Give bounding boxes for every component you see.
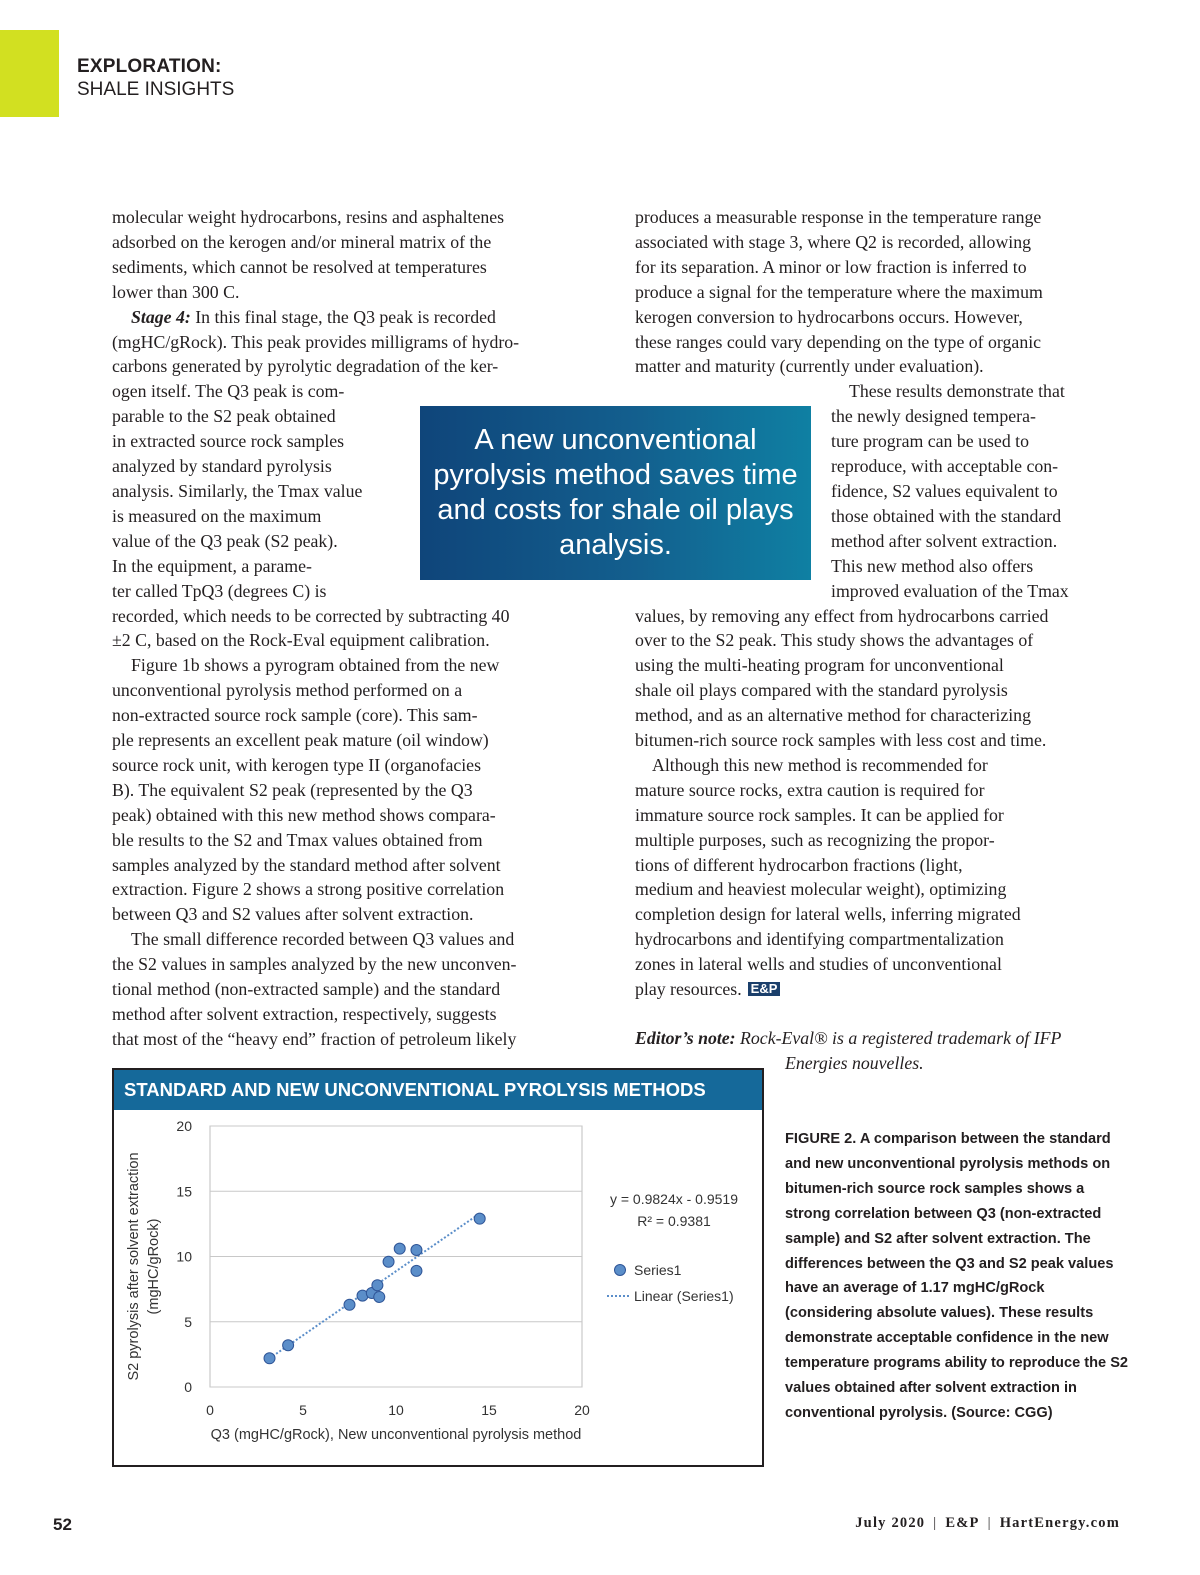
- trendline-equation: y = 0.9824x - 0.9519: [609, 1191, 739, 1207]
- x-tick-label: 10: [388, 1402, 404, 1418]
- footer-credits: July 2020 | E&P | HartEnergy.com: [855, 1515, 1120, 1531]
- text-line: carbons generated by pyrolytic degradation of the ker-: [112, 356, 499, 377]
- legend-series-marker: [615, 1265, 626, 1276]
- text-line: produce a signal for the temperature where the maximum: [635, 281, 1043, 302]
- text-line: matter and maturity (currently under evaluation).: [635, 356, 984, 377]
- x-tick-label: 20: [574, 1402, 590, 1418]
- text-line: immature source rock samples. It can be applied for: [635, 804, 1004, 825]
- text-line: ble results to the S2 and Tmax values obtained from: [112, 829, 483, 850]
- pull-quote-text: A new unconventional pyrolysis method saves time and costs for shale oil plays analysis.: [433, 424, 798, 561]
- paragraph: [635, 753, 1125, 1002]
- editor-note-line: Editor’s note: Rock-Eval® is a registered trademark of IFP: [635, 1028, 1062, 1048]
- text-line: This new method also offers: [831, 555, 1034, 576]
- text-line: B). The equivalent S2 peak (represented by the Q3: [112, 779, 473, 800]
- footer-magazine: E&P: [945, 1515, 980, 1531]
- text-line: those obtained with the standard: [831, 505, 1062, 526]
- x-tick-label: 0: [206, 1402, 214, 1418]
- text-line: kerogen conversion to hydrocarbons occurs. However,: [635, 306, 1023, 327]
- text-line: method, and as an alternative method for characterizing: [635, 705, 1031, 726]
- text-line: produces a measurable response in the temperature range: [635, 207, 1042, 227]
- pull-quote: [420, 406, 811, 580]
- r-squared-label: R² = 0.9381: [637, 1213, 711, 1229]
- y-tick-label: 0: [184, 1379, 192, 1395]
- text-line: unconventional pyrolysis method performed on a: [112, 680, 463, 701]
- text-line: extraction. Figure 2 shows a strong positive correlation: [112, 879, 505, 900]
- legend-trendline-label: Linear (Series1): [634, 1288, 734, 1304]
- text-line: In the equipment, a parame-: [112, 555, 312, 576]
- text-line: bitumen-rich source rock samples with less cost and time.: [635, 730, 1047, 751]
- footer-site: HartEnergy.com: [999, 1515, 1120, 1531]
- stage-label: Stage 4:: [131, 306, 191, 327]
- left-column: [112, 205, 592, 1052]
- text-line: these ranges could vary depending on the type of organic: [635, 331, 1042, 352]
- section-color-tab: [0, 30, 59, 117]
- text-line: between Q3 and S2 values after solvent extraction.: [112, 904, 474, 925]
- editor-note-line: Energies nouvelles.: [785, 1053, 924, 1073]
- text-line: reproduce, with acceptable con-: [831, 456, 1059, 477]
- text-line: molecular weight hydrocarbons, resins and asphaltenes: [112, 207, 505, 227]
- section-subtitle: SHALE INSIGHTS: [77, 79, 235, 100]
- data-point: [474, 1213, 485, 1224]
- data-point: [374, 1291, 385, 1302]
- text-line: non-extracted source rock sample (core). This sam-: [112, 705, 478, 726]
- text-line: peak) obtained with this new method shows compara-: [112, 804, 496, 825]
- x-tick-label: 5: [299, 1402, 307, 1418]
- text-line: associated with stage 3, where Q2 is recorded, allowing: [635, 231, 1032, 252]
- paragraph: [635, 205, 1125, 379]
- x-axis-label: Q3 (mgHC/gRock), New unconventional pyrolysis method: [210, 1427, 582, 1443]
- text-line: ter called TpQ3 (degrees C) is: [112, 580, 327, 601]
- text-line: ±2 C, based on the Rock-Eval equipment calibration.: [112, 630, 490, 651]
- x-tick-label: 15: [481, 1402, 497, 1418]
- text-line: adsorbed on the kerogen and/or mineral matrix of the: [112, 231, 492, 252]
- text-line: for its separation. A minor or low fraction is inferred to: [635, 256, 1027, 277]
- data-point: [383, 1256, 394, 1267]
- text-line: (mgHC/gRock). This peak provides milligrams of hydro-: [112, 331, 520, 352]
- paragraph: [112, 927, 592, 1052]
- text-line: that most of the “heavy end” fraction of petroleum likely: [112, 1028, 517, 1049]
- y-tick-label: 5: [184, 1313, 192, 1330]
- text-line: the newly designed tempera-: [831, 406, 1036, 427]
- text-line: analysis. Similarly, the Tmax value: [112, 480, 363, 501]
- text-line: play resources. E&P: [635, 977, 1125, 1002]
- text-line: analyzed by standard pyrolysis: [112, 456, 332, 477]
- text-line: lower than 300 C.: [112, 281, 240, 302]
- data-point: [411, 1265, 422, 1276]
- text-line: shale oil plays compared with the standard pyrolysis: [635, 680, 1008, 701]
- data-point: [283, 1340, 294, 1351]
- y-tick-label: 10: [176, 1248, 192, 1265]
- text-line: values, by removing any effect from hydrocarbons carried: [635, 605, 1049, 626]
- text-line: using the multi-heating program for unconventional: [635, 655, 1004, 676]
- figure-chart: [112, 1068, 764, 1467]
- text-line: Although this new method is recommended for: [652, 754, 988, 775]
- y-axis-label-units: (mgHC/gRock): [146, 1218, 162, 1315]
- data-point: [394, 1243, 405, 1254]
- paragraph: [112, 653, 592, 927]
- right-column: [635, 205, 1125, 1002]
- text-line: Figure 1b shows a pyrogram obtained from the new: [131, 655, 500, 676]
- text-line: fidence, S2 values equivalent to: [831, 480, 1058, 501]
- editor-note-label: Editor’s note:: [635, 1028, 736, 1048]
- text-line: over to the S2 peak. This study shows the advantages of: [635, 630, 1034, 651]
- scatter-chart: [114, 1110, 762, 1465]
- text-line: zones in lateral wells and studies of unconventional: [635, 954, 1002, 975]
- text-line: hydrocarbons and identifying compartmentalization: [635, 929, 1004, 950]
- page-number: 52: [53, 1515, 72, 1534]
- y-tick-label: 15: [176, 1183, 192, 1200]
- text-line: completion design for lateral wells, inferring migrated: [635, 904, 1021, 925]
- data-point: [372, 1280, 383, 1291]
- text-line: parable to the S2 peak obtained: [112, 406, 336, 427]
- data-point: [411, 1244, 422, 1255]
- section-header: [77, 56, 234, 101]
- text-line: sediments, which cannot be resolved at temperatures: [112, 256, 487, 277]
- text-line: tional method (non-extracted sample) and the standard: [112, 979, 501, 1000]
- text-line: samples analyzed by the standard method after solvent: [112, 854, 501, 875]
- text-line: improved evaluation of the Tmax: [831, 580, 1069, 601]
- legend-series-label: Series1: [634, 1262, 682, 1278]
- paragraph: [112, 205, 592, 305]
- text-line: method after solvent extraction.: [831, 530, 1058, 551]
- footer-date: July 2020: [855, 1515, 926, 1531]
- text-line: is measured on the maximum: [112, 505, 322, 526]
- text-line: method after solvent extraction, respectively, suggests: [112, 1004, 497, 1024]
- text-line: in extracted source rock samples: [112, 431, 345, 452]
- text-line: Stage 4: In this final stage, the Q3 peak is recorded: [131, 306, 496, 327]
- y-tick-label: 20: [176, 1118, 192, 1134]
- text-line: medium and heaviest molecular weight), optimizing: [635, 879, 1007, 900]
- text-line: recorded, which needs to be corrected by subtracting 40: [112, 605, 510, 626]
- text-line: ture program can be used to: [831, 431, 1029, 452]
- text-line: multiple purposes, such as recognizing the propor-: [635, 829, 995, 850]
- text-line: These results demonstrate that: [849, 381, 1065, 402]
- text-line: The small difference recorded between Q3 values and: [131, 929, 515, 950]
- y-axis-label: S2 pyrolysis after solvent extraction: [126, 1152, 142, 1381]
- chart-title: STANDARD AND NEW UNCONVENTIONAL PYROLYSIS METHODS: [114, 1070, 762, 1110]
- ep-end-mark: E&P: [748, 982, 781, 996]
- figure-caption: FIGURE 2. A comparison between the standard and new unconventional pyrolysis methods on bitumen-rich source rock samples shows a strong correlation between Q3 (non-extracted sample) and S2 after solvent extraction. The differences between the Q3 and S2 peak values have an average of 1.17 mgHC/gRock (considering absolute values). These results demonstrate acceptable confidence in the new temperature programs ability to reproduce the S2 values obtained after solvent extraction in conventional pyrolysis. (Source: CGG): [785, 1131, 1129, 1421]
- data-point: [264, 1353, 275, 1364]
- text-line: the S2 values in samples analyzed by the new unconven-: [112, 954, 517, 975]
- text-line: tions of different hydrocarbon fractions (light,: [635, 854, 963, 875]
- text-line: ple represents an excellent peak mature (oil window): [112, 730, 489, 751]
- data-point: [344, 1299, 355, 1310]
- text-line: value of the Q3 peak (S2 peak).: [112, 530, 338, 551]
- text-line: source rock unit, with kerogen type II (organofacies: [112, 754, 481, 775]
- section-title: EXPLORATION:: [77, 56, 222, 77]
- text-line: ogen itself. The Q3 peak is com-: [112, 381, 345, 402]
- text-line: mature source rocks, extra caution is required for: [635, 779, 985, 800]
